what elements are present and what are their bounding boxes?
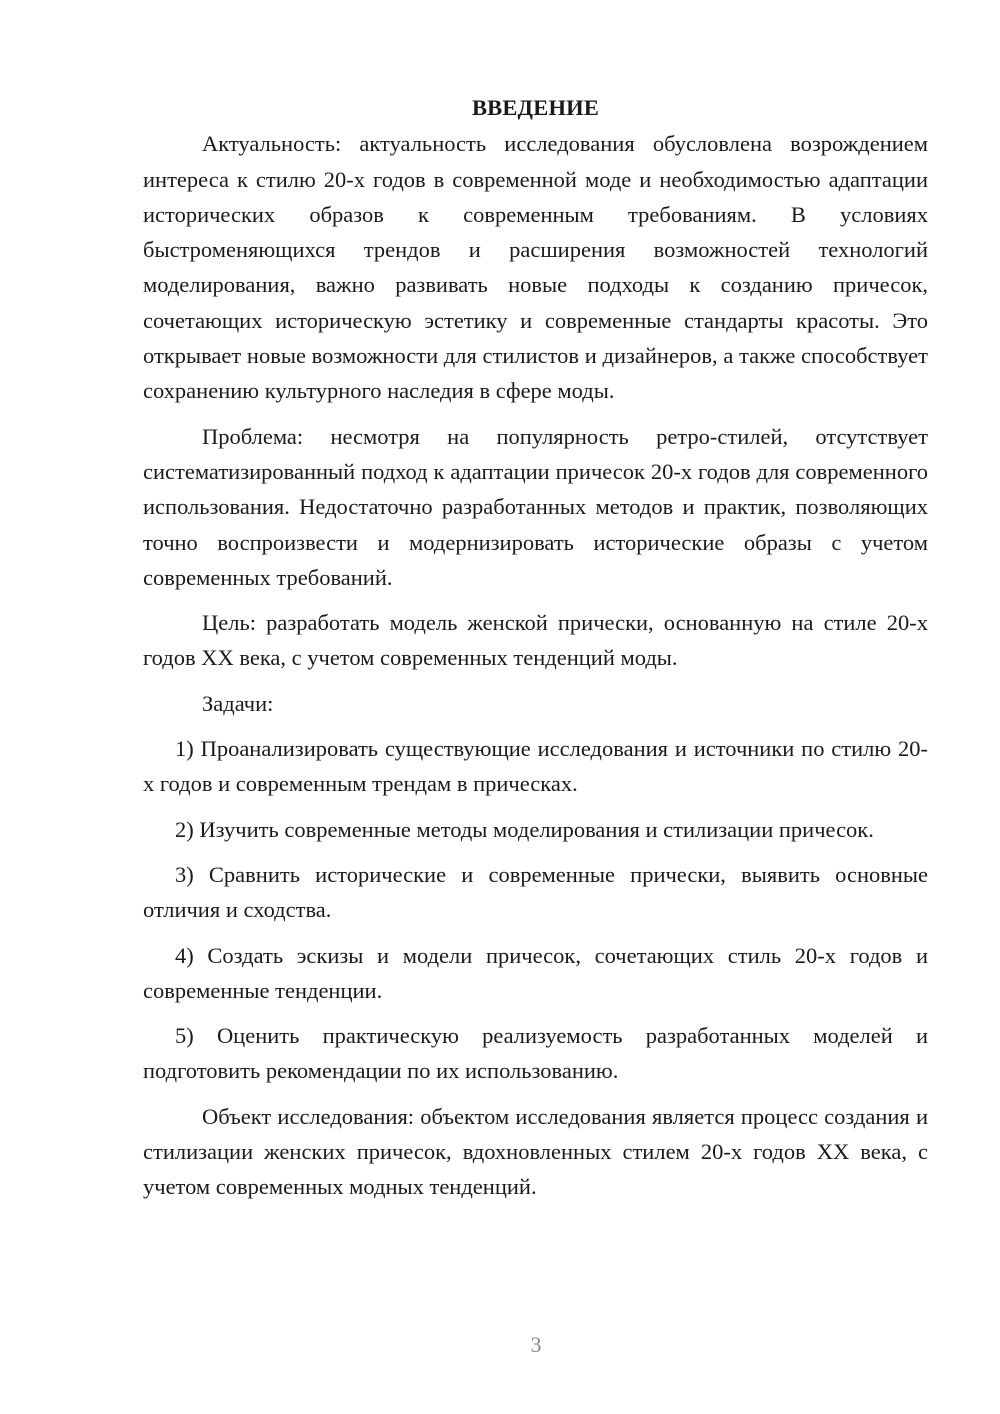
section-title: ВВЕДЕНИЕ <box>471 95 600 120</box>
task-item-4: 4) Создать эскизы и модели причесок, сочетающих стиль 20-х годов и современные тенденции. <box>143 942 928 1003</box>
task-item-2: 2) Изучить современные методы моделирования и стилизации причесок. <box>175 816 874 842</box>
page-number: 3 <box>530 1332 542 1357</box>
task-item-3: 3) Сравнить исторические и современные прически, выявить основные отличия и сходства. <box>143 861 928 923</box>
task-item-1: 1) Проанализировать существующие исследования и источники по стилю 20-х годов и современным трендам в прическах. <box>143 736 928 797</box>
goal-paragraph: Цель: разработать модель женской прически, основанную на стиле 20-х годов XX века, с учетом современных тенденций моды. <box>143 610 928 671</box>
tasks-heading: Задачи: <box>202 690 274 716</box>
object-paragraph: Объект исследования: объектом исследования является процесс создания и стилизации женских причесок, вдохновленных стилем 20-х годов XX века, с учетом современных модных тенденций. <box>143 1103 928 1200</box>
task-item-5: 5) Оценить практическую реализуемость разработанных моделей и подготовить рекомендации по их использованию. <box>143 1023 928 1084</box>
relevance-paragraph: Актуальность: актуальность исследования обусловлена возрождением интереса к стилю 20-х годов в современной моде и необходимостью адаптации исторических образов к современным требованиям. В условиях быстроменяющихся трендов и расширения возможностей технологий моделирования, важно развивать новые подходы к созданию причесок, сочетающих историческую эстетику и современные стандарты красоты. Это открывает новые возможности для стилистов и дизайнеров, а также способствует сохранению культурного наследия в сфере моды. <box>143 131 928 404</box>
problem-paragraph: Проблема: несмотря на популярность ретро-стилей, отсутствует систематизированный подход к адаптации причесок 20-х годов для современного использования. Недостаточно разработанных методов и практик, позволяющих точно воспроизвести и модернизировать исторические образы с учетом современных требований. <box>143 423 928 590</box>
page-content <box>143 90 928 1215</box>
